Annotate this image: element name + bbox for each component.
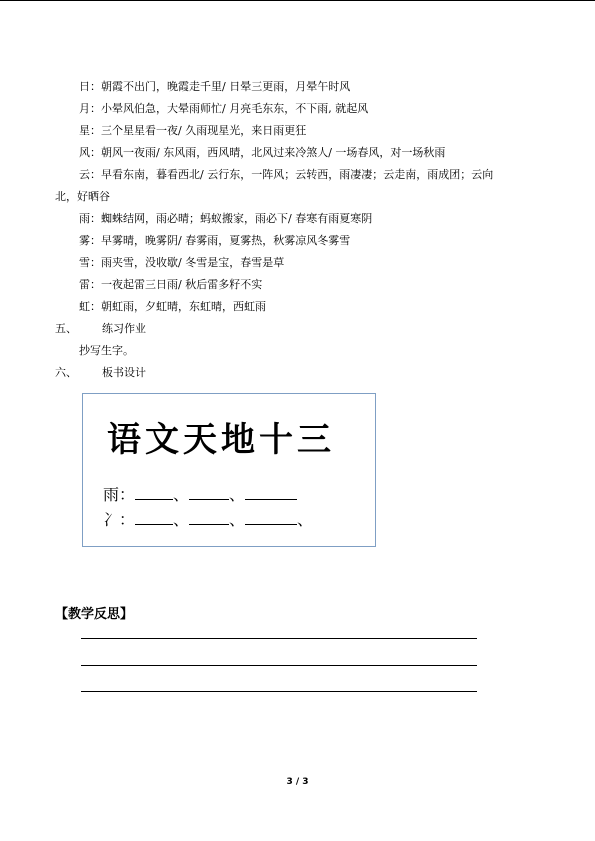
proverb-rainbow: 虹：朝虹雨，夕虹晴，东虹晴，西虹雨 <box>79 300 266 313</box>
board-separator: 、 <box>229 485 246 504</box>
board-separator: 、 <box>229 510 246 529</box>
section-5-title: 练习作业 <box>102 322 146 335</box>
fill-blank <box>245 487 297 500</box>
fill-blank <box>189 512 229 525</box>
reflection-writing-line <box>81 691 477 692</box>
header-rule <box>0 0 595 1</box>
board-row-ice-prefix: 冫： <box>103 510 136 529</box>
board-title: 语文天地十三 <box>107 420 335 460</box>
proverb-snow: 雪：雨夹雪，没收歇/ 冬雪是宝，春雪是草 <box>79 256 285 269</box>
proverb-sun: 日：朝霞不出门，晚霞走千里/ 日晕三更雨，月晕午时风 <box>79 80 351 93</box>
reflection-title: 【教学反思】 <box>55 607 134 622</box>
board-row-rain <box>103 482 297 505</box>
fill-blank <box>189 487 229 500</box>
section-5-number: 五、 <box>55 322 77 335</box>
fill-blank <box>245 512 297 525</box>
reflection-writing-line <box>81 665 477 666</box>
board-separator: 、 <box>173 485 190 504</box>
proverb-cloud-cont: 北，好晒谷 <box>55 190 110 203</box>
proverb-wind: 风：朝风一夜雨/ 东风雨，西风晴，北风过来冷煞人/ 一场春风，对一场秋雨 <box>79 146 446 159</box>
proverb-fog: 雾：早雾晴，晚雾阴/ 春雾雨，夏雾热，秋雾凉风冬雾雪 <box>79 234 351 247</box>
section-6-heading <box>0 362 595 384</box>
section-6-number: 六、 <box>55 366 77 379</box>
page-number: 3 / 3 <box>286 777 309 787</box>
proverb-cloud: 云：早看东南，暮看西北/ 云行东，一阵风；云转西，雨凄凄；云走南，雨成团；云向 <box>79 168 494 181</box>
section-5-body: 抄写生字。 <box>79 344 134 357</box>
proverb-moon: 月：小晕风伯急，大晕雨师忙/ 月亮毛东东，不下雨, 就起风 <box>79 102 369 115</box>
proverb-thunder: 雷：一夜起雷三日雨/ 秋后雷多籽不实 <box>79 278 263 291</box>
proverb-rain: 雨：蜘蛛结网，雨必晴；蚂蚁搬家，雨必下/ 春寒有雨夏寒阴 <box>79 212 373 225</box>
blackboard-design-box <box>82 393 376 547</box>
section-5-heading <box>0 318 595 340</box>
reflection-writing-line <box>81 638 477 639</box>
board-row-rain-prefix: 雨： <box>103 485 136 504</box>
proverb-star: 星：三个星星看一夜/ 久雨现星光，来日雨更狂 <box>79 124 307 137</box>
fill-blank <box>135 512 173 525</box>
fill-blank <box>135 487 173 500</box>
board-separator: 、 <box>297 510 314 529</box>
section-6-title: 板书设计 <box>102 366 146 379</box>
board-separator: 、 <box>173 510 190 529</box>
board-row-ice <box>103 507 313 530</box>
